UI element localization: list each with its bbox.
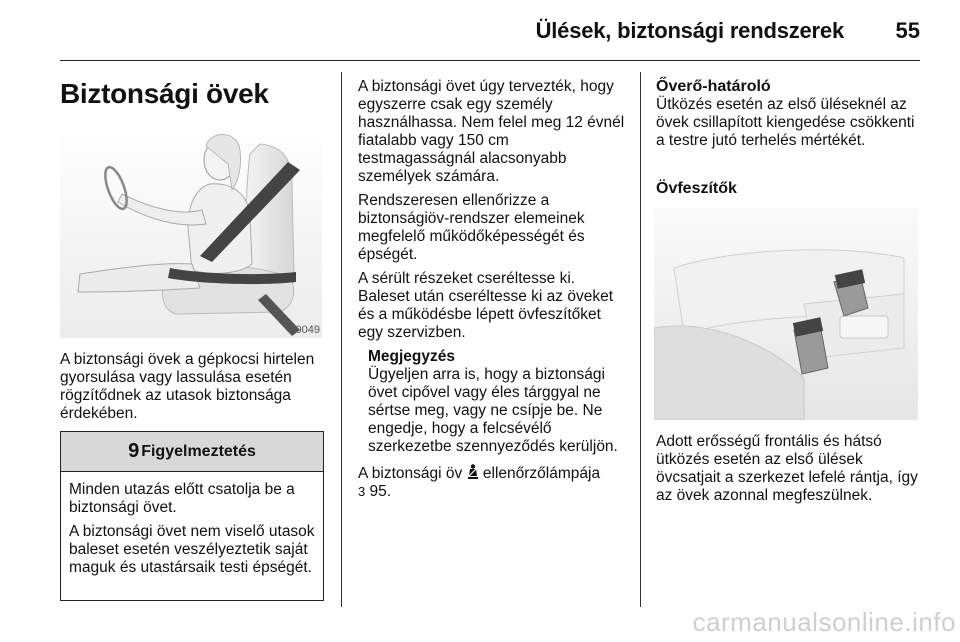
- warning-icon: 9: [128, 440, 140, 462]
- header-title: Ülések, biztonsági rendszerek: [535, 18, 844, 43]
- note-title: Megjegyzés: [368, 348, 456, 365]
- note-block: [358, 348, 628, 456]
- limiter-paragraph: Ütközés esetén az első üléseknél az övek csillapított kiengedése csökkenti a testre jutó terhelés mértékét.: [656, 96, 915, 149]
- seatbelt-warning-icon: [467, 464, 479, 480]
- section-title: Biztonsági övek: [60, 78, 269, 109]
- indicator-prefix: A biztonsági öv: [358, 465, 463, 482]
- warning-paragraph: Minden utazás előtt csatolja be a biztonsági övet.: [69, 481, 295, 516]
- warning-paragraph: A biztonsági övet nem viselő utasok baleset esetén veszélyeztetik saját maguk és utastársaik testi épségét.: [69, 523, 315, 576]
- column-divider: [640, 72, 641, 607]
- page-reference[interactable]: 95.: [369, 483, 392, 500]
- page-reference-icon: 3: [358, 484, 366, 499]
- page-number: 55: [895, 18, 920, 43]
- paragraph: A biztonsági övet úgy tervezték, hogy egyszerre csak egy személy használhassa. Nem felel meg 12 évnél fiatalabb vagy 150 cm testmagasságnál alacsonyabb személyek számára.: [358, 78, 625, 185]
- belt-tensioner-illustration: [654, 208, 918, 420]
- figure-label: 30049: [289, 324, 320, 336]
- warning-body: [61, 472, 323, 577]
- subheading-tensioners: Övfeszítők: [656, 180, 737, 197]
- seatbelt-driver-illustration: [60, 124, 322, 338]
- header-rule: [60, 60, 920, 61]
- indicator-suffix: ellenőrzőlámpája: [482, 465, 601, 482]
- intro-paragraph: A biztonsági övek a gépkocsi hirtelen gyorsulása vagy lassulása esetén rögzítődnek az utasok biztonsága érdekében.: [60, 351, 315, 422]
- watermark: carmanualsonline.info: [692, 607, 956, 637]
- warning-header: [61, 432, 323, 472]
- warning-title: Figyelmeztetés: [141, 442, 256, 460]
- column-3-top: [656, 78, 926, 150]
- column-2: [358, 78, 628, 507]
- page-header: [60, 14, 920, 50]
- subheading-limiter: Őverő-határoló: [656, 78, 771, 95]
- note-text: Ügyeljen arra is, hogy a biztonsági övet cipővel vagy éles tárggyal ne sértse meg, vagy ne csípje be. Ne engedje, hogy a felcsévélő szerkezetbe szennyeződés kerüljön.: [368, 366, 618, 455]
- warning-box: [60, 431, 324, 601]
- paragraph: Rendszeresen ellenőrizze a biztonságiöv-rendszer elemeinek megfelelő működőképességét és épségét.: [358, 192, 585, 263]
- indicator-reference: [358, 464, 628, 501]
- column-divider: [341, 72, 342, 607]
- tensioner-paragraph: Adott erősségű frontális és hátsó ütközés esetén az első ülések övcsatjait a szerkezet lefelé rántja, így az övek azonnal megfeszülnek.: [656, 433, 918, 504]
- paragraph: A sérült részeket cseréltesse ki. Baleset után cseréltesse ki az öveket és a működésbe lépett övfeszítőket egy szervizben.: [358, 270, 614, 341]
